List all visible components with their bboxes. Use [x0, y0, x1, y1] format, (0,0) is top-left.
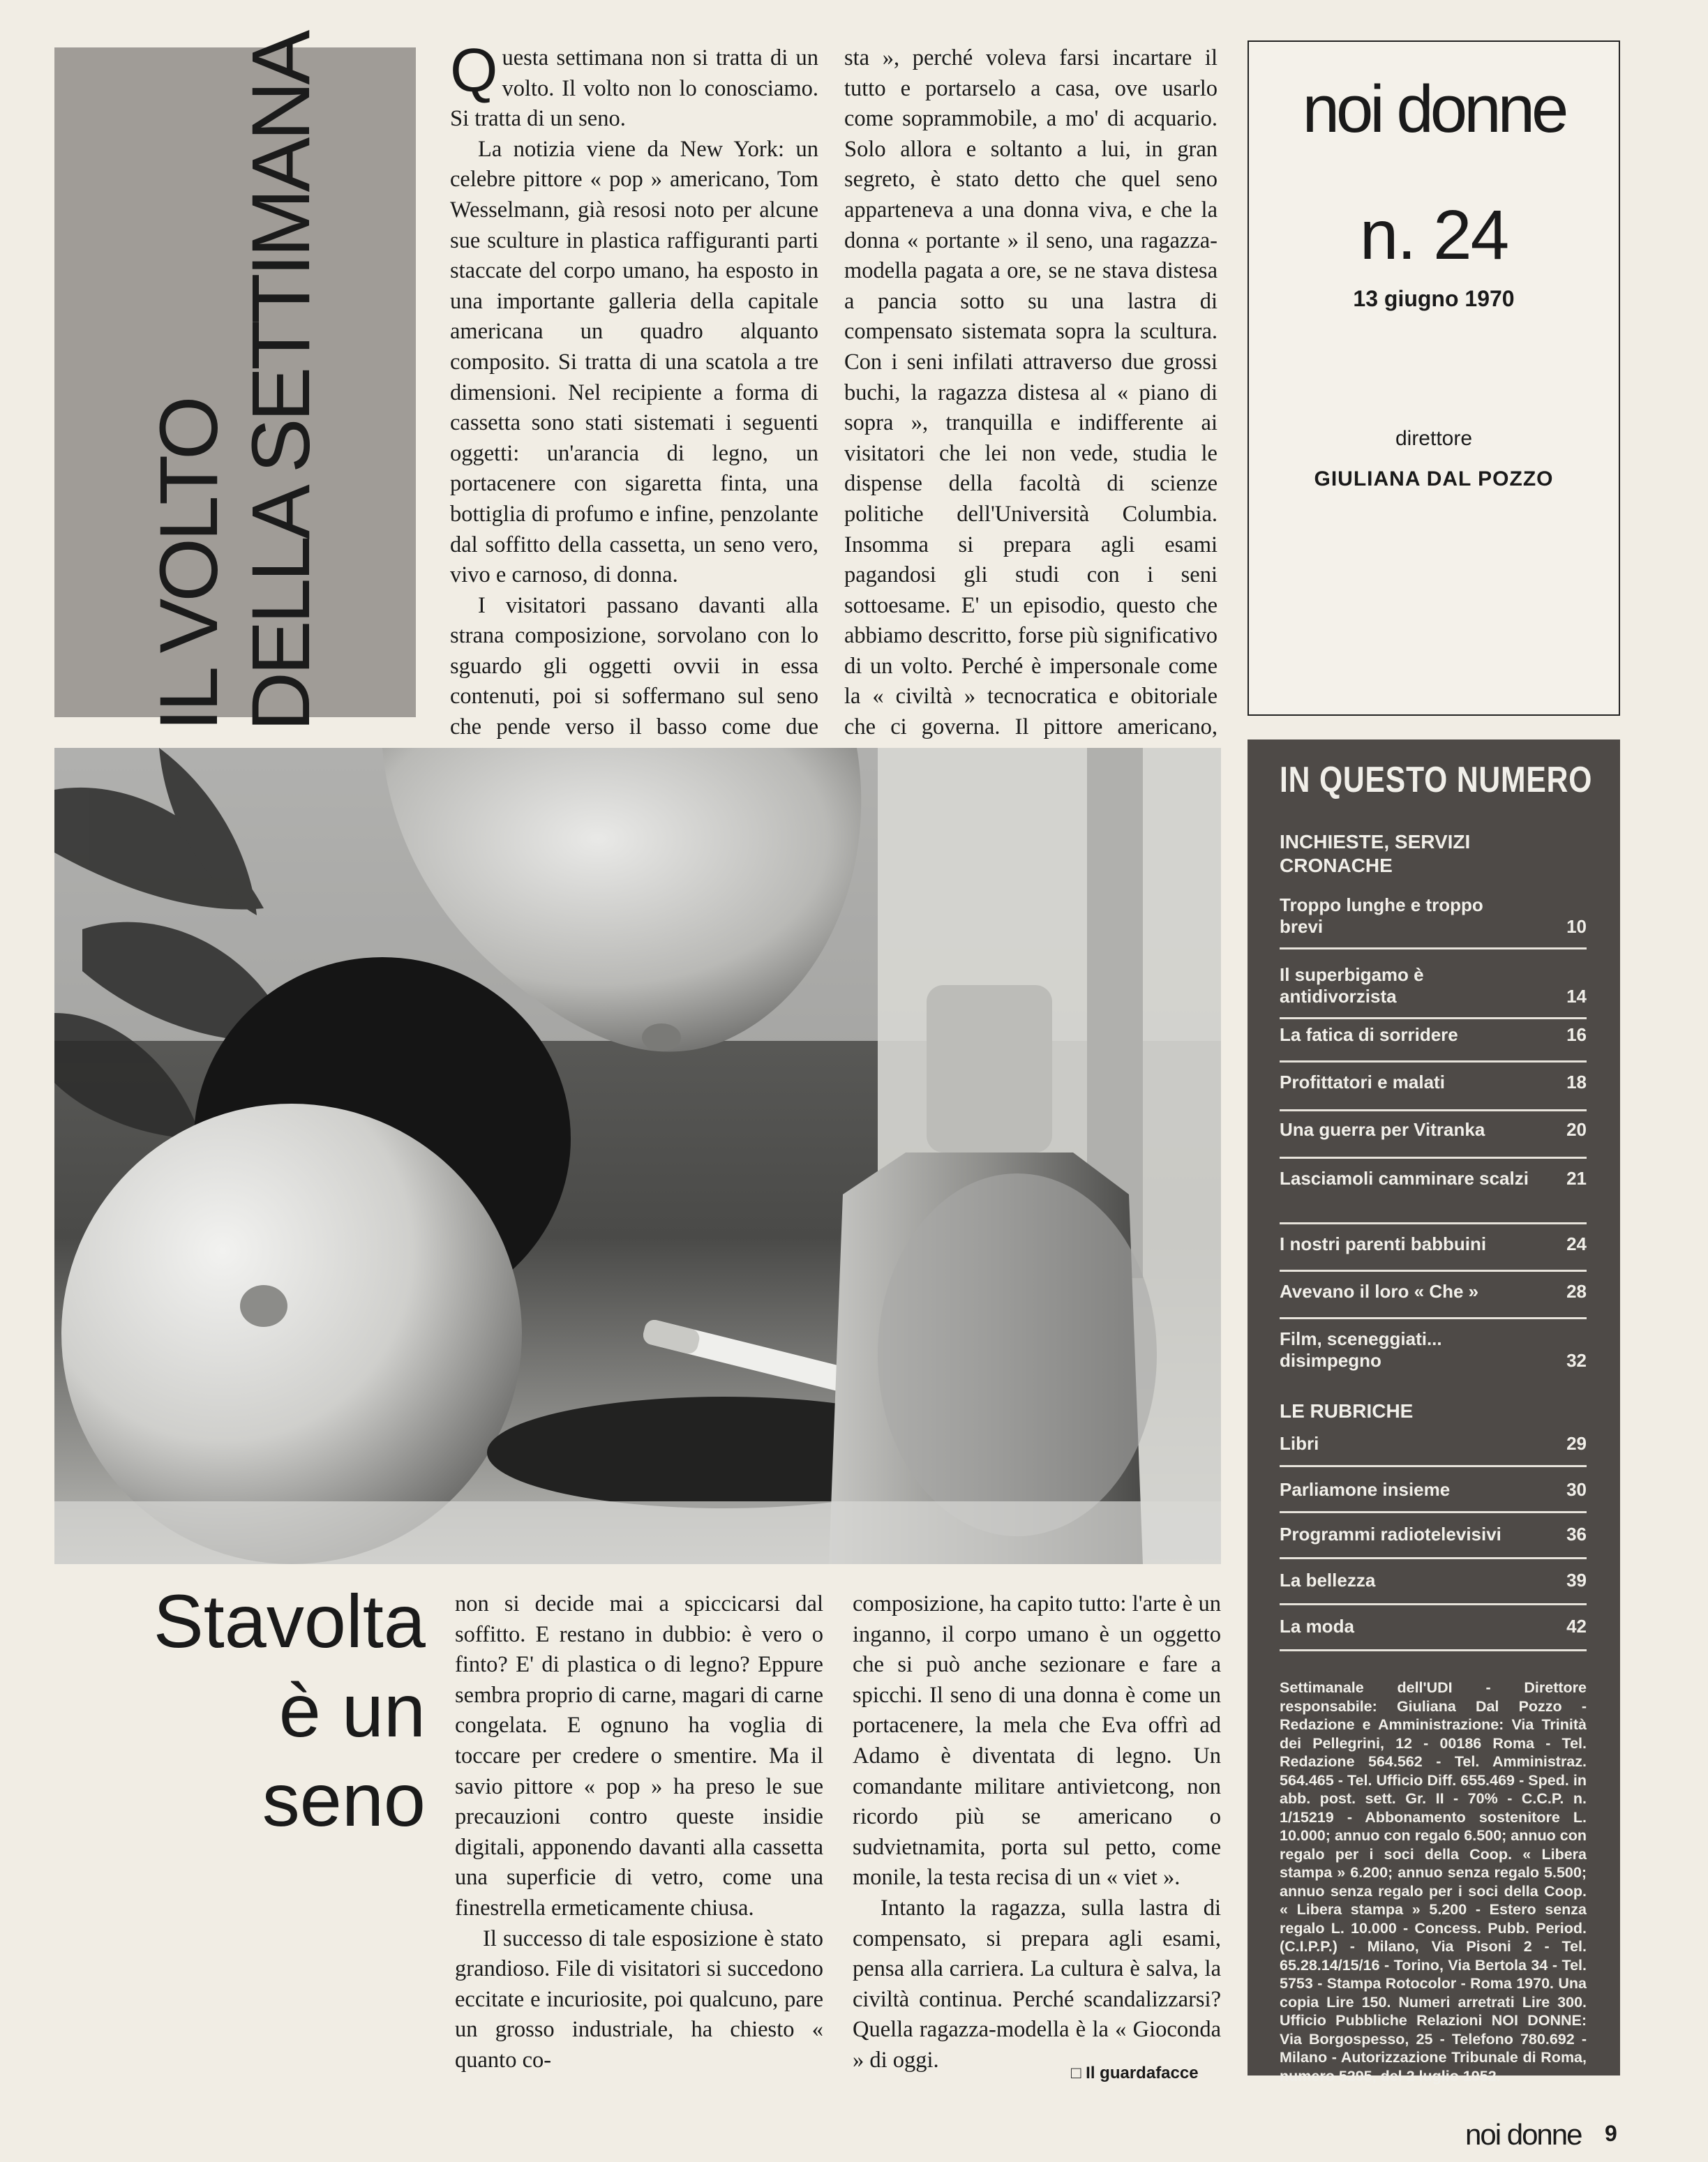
article-bottom-col2: [853, 1589, 1221, 2076]
sidebar-title-box: [54, 33, 416, 732]
toc-item[interactable]: Il superbigamo è antidivorzista 14: [1280, 964, 1587, 1007]
sidebar-title: IL VOLTO DELLA SETTIMANA: [143, 33, 327, 732]
article-top-col1: [450, 36, 818, 773]
issue-number: n. 24: [1359, 196, 1508, 274]
toc-item[interactable]: Libri 29: [1280, 1433, 1587, 1454]
colophon: Settimanale dell'UDI - Direttore responsabile: Giuliana Dal Pozzo - Redazione e Amministrazione: Via Trinità dei Pellegrini, 12 - 00186 Roma - Tel. Redazione 564.562 - Tel. Amministraz. 564.465 - Tel. Ufficio Diff. 655.469 - Sped. in abb. post. sett. Gr. II - 70% - C.C.P. n. 1/15219 - Abbonamento sostenitore L. 10.000; annuo con regalo 6.500; annuo con regalo per i soci della Coop. « Libera stampa » 6.200; annuo senza regalo 5.500; annuo senza regalo per i soci della Coop. « Libera stampa » 5.200 - Estero senza regalo L. 10.000 - Concess. Pubb. Period. (C.I.P.P.) - Milano, Via Pisoni 2 - Tel. 65.28.14/15/16 - Torino, Via Bertola 34 - Tel. 5753 - Stampa Rotocolor - Roma 1970. Una copia Lire 150. Numeri arretrati Lire 300. Ufficio Pubbliche Relazioni NOI DONNE: Via Borgospesso, 25 - Telefono 780.692 - Milano - Autorizzazione Tribunale di Roma, numero 5295, del 2 luglio 1952.: [1280, 1679, 1587, 2085]
toc-item[interactable]: Profittatori e malati 18: [1280, 1072, 1587, 1093]
toc-item[interactable]: Avevano il loro « Che » 28: [1280, 1281, 1587, 1302]
toc-item[interactable]: Parliamone insieme 30: [1280, 1479, 1587, 1500]
square-icon: □: [1071, 2064, 1086, 2082]
toc-heading: IN QUESTO NUMERO: [1280, 760, 1593, 800]
article-paragraph: composizione, ha capito tutto: l'arte è un inganno, il corpo umano è un oggetto che si può anche sezionare e fare a spicchi. Il seno di una donna è come un portacenere, la mela che Eva offrì ad Adamo è diventata di legno. Un comandante militare antivietcong, non ricordo più se americano o sudvietnamita, porta sul petto, come monile, la testa recisa di un « viet ».: [853, 1591, 1221, 1891]
toc-item[interactable]: La fatica di sorridere 16: [1280, 1024, 1587, 1045]
masthead-box: [1248, 40, 1620, 716]
toc-item[interactable]: Lasciamoli camminare scalzi 21: [1280, 1168, 1587, 1189]
bottle-cap: [927, 985, 1052, 1153]
toc-item[interactable]: Una guerra per Vitranka 20: [1280, 1119, 1587, 1140]
toc-item[interactable]: La moda 42: [1280, 1616, 1587, 1637]
article-paragraph: sta », perché voleva farsi incartare il tutto e portarselo a casa, ove usarlo come soprammobile, a mo' di acquario. Solo allora e soltanto a lui, in gran segreto, è stato detto che quel seno apparteneva a una donna viva, e che la donna « portante » il seno, una ragazza-modella pagata a ore, se ne stava distesa a pancia sotto su una lastra di compensato sistemata sopra la scultura. Con i seni infilati attraverso due grossi buchi, la ragazza distesa al « piano di sopra », tranquilla e indifferente ai visitatori che lei non vede, studia le dispense della facoltà di scienze politiche dell'Università Columbia. Insomma si prepara agli esami pagandosi gli studi con i seni sottoesame. E' un episodio, questo che abbiamo descritto, forse più significativo di un volto. Perché è impersonale come la « civiltà » tecnocratica e obitoriale che ci governa. Il pittore americano,: [844, 45, 1218, 740]
still-life-photo: [54, 748, 1221, 1564]
headline: Stavolta è un seno: [153, 1579, 426, 1842]
toc-section-title: LE RUBRICHE: [1280, 1400, 1414, 1422]
table-of-contents: [1248, 740, 1620, 2085]
toc-item[interactable]: Programmi radiotelevisivi 36: [1280, 1524, 1587, 1545]
article-paragraph: La notizia viene da New York: un celebre pittore « pop » americano, Tom Wesselmann, già resosi noto per alcune sue sculture in plastica raffiguranti parti staccate del corpo umano, ha esposto in una importante galleria della capitale americana un quadro alquanto composito. Si tratta di una scatola a tre dimensioni. Nel recipiente a forma di cassetta sono stati sistemati i seguenti oggetti: un'arancia di legno, un portacenere con sigaretta finta, una bottiglia di profumo e infine, penzolante dal soffitto della cassetta, un seno vero, vivo e carnoso, di donna.: [450, 136, 818, 588]
toc-section-title: INCHIESTE, SERVIZI CRONACHE: [1280, 831, 1471, 876]
article-bottom-col1: [455, 1589, 823, 2076]
article-paragraph: Il successo di tale esposizione è stato grandioso. File di visitatori si succedono eccitate e incuriosite, poi qualcuno, pare un grosso industriale, ha chiesto « quanto co-: [455, 1925, 823, 2073]
toc-item[interactable]: Troppo lunghe e troppo brevi 10: [1280, 894, 1587, 937]
toc-item[interactable]: Film, sceneggiati... disimpegno 32: [1280, 1328, 1587, 1371]
article-paragraph: I visitatori passano davanti alla strana composizione, sorvolano con lo sguardo gli oggetti ovvii in essa contenuti, poi si soffermano sul seno che pende verso il basso come due: [450, 592, 818, 740]
masthead-title: noi donne: [1302, 72, 1566, 147]
article-paragraph: Intanto la ragazza, sulla lastra di compensato, si prepara agli esami, pensa alla carriera. La cultura è salva, la civiltà continua. Perché scandalizzarsi? Quella ragazza-modella è la « Gioconda » di oggi.: [853, 1895, 1221, 2073]
director-name: GIULIANA DAL POZZO: [1314, 467, 1554, 490]
article-paragraph: non si decide mai a spiccicarsi dal soffitto. E restano in dubbio: è vero o finto? E' di plastica o di legno? Eppure sembra proprio di carne, magari di carne congelata. E ognuno ha voglia di toccare per credere o smentire. Ma il savio pittore « pop » ha preso le sue precauzioni contro queste insidie digitali, apponendo davanti alla cassetta una superficie di vetro, come una finestrella ermeticamente chiusa.: [455, 1591, 823, 1921]
director-label: direttore: [1395, 427, 1473, 450]
article-photo: [54, 748, 1221, 1564]
issue-date: 13 giugno 1970: [1353, 286, 1515, 311]
author-signature: □ Il guardafacce: [1071, 2064, 1199, 2082]
toc-item[interactable]: I nostri parenti babbuini 24: [1280, 1233, 1587, 1254]
toc-item[interactable]: La bellezza 39: [1280, 1570, 1587, 1591]
paragraph-rest: uesta settimana non si tratta di un volto. Il volto non lo conosciamo. Si tratta di un seno.: [450, 45, 818, 132]
article-paragraph: [450, 36, 818, 135]
footer-logo: noi donne: [1465, 2118, 1582, 2151]
page-number: 9: [1605, 2121, 1617, 2146]
article-top-col2: [844, 43, 1218, 773]
wooden-orange: [61, 1104, 522, 1564]
drop-cap: Q: [450, 36, 498, 105]
